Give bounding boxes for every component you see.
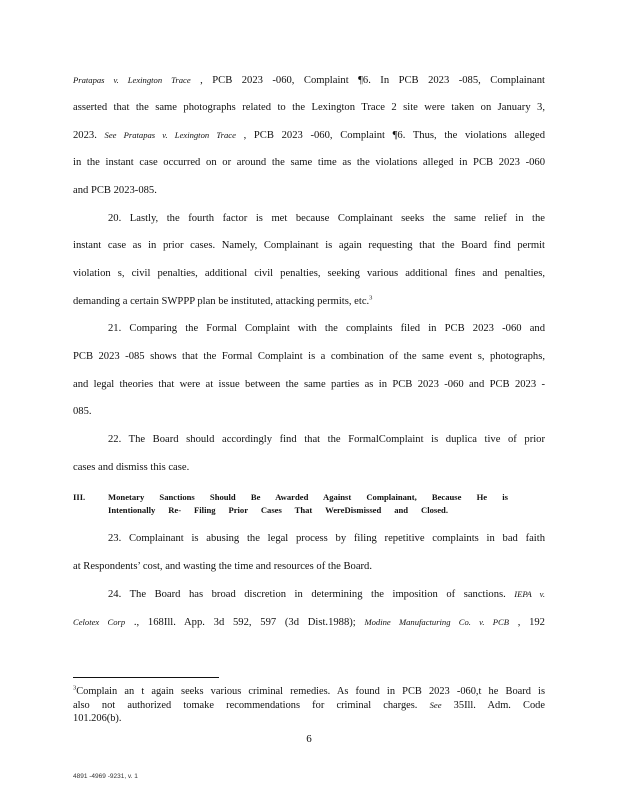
text-run: 2023.	[73, 130, 105, 142]
document-id: 4891 -4969 -9231, v. 1	[73, 773, 138, 780]
text-run: , PCB 2023 -060, Complaint ¶6. In PCB 2023 -085, Complainant	[190, 75, 545, 86]
text-run: 24. The Board has broad discretion in determining the imposition of sanctions.	[108, 589, 515, 600]
footnote-mark: 3	[73, 684, 77, 692]
text-run: Complain an t again seeks various criminal remedies. As found in PCB 2023 -060,t he Board is	[76, 686, 545, 697]
body1-line	[73, 101, 545, 115]
body2-line	[108, 587, 545, 602]
section-heading-line-1: Monetary Sanctions Should Be Awarded Against Complainant, Because He is	[108, 492, 508, 502]
body1-line	[73, 239, 545, 253]
text-run: demanding a certain SWPPP plan be instituted, attacking permits, etc.	[73, 295, 370, 307]
footnote-mark: 3	[369, 294, 373, 302]
text-run: 22. The Board should accordingly find that the FormalComplaint is duplica tive of prior	[108, 434, 545, 446]
body1-line	[73, 156, 545, 170]
text-run: and PCB 2023-085.	[73, 184, 157, 196]
body1-line	[73, 295, 545, 309]
body2-line	[73, 560, 545, 574]
text-run: in the instant case occurred on or around the same time as the violations alleged in PCB 2023 -060	[73, 157, 545, 169]
body1-line	[108, 322, 545, 336]
text-run: PCB 2023 -085 shows that the Formal Complaint is a combination of the same event s, photographs,	[73, 351, 545, 362]
text-run: instant case as in prior cases. Namely, Complainant is again requesting that the Board find permit	[73, 240, 545, 252]
body2-line	[108, 532, 545, 546]
page-number: 6	[306, 733, 312, 745]
text-run: violation s, civil penalties, additional civil penalties, seeking various additional fines and penalties,	[73, 267, 545, 279]
italic-citation: See Pratapas v. Lexington Trace	[104, 130, 236, 141]
section-heading-line-2: Intentionally Re- Filing Prior Cases That WereDismissed and Closed.	[108, 505, 448, 515]
text-run: , 192	[508, 616, 545, 628]
body1-line	[73, 350, 545, 364]
footnotes-line	[73, 685, 545, 698]
text-run: 085.	[73, 406, 92, 418]
body1-line	[73, 267, 545, 281]
body1-line	[108, 212, 545, 226]
body1-line	[73, 405, 545, 419]
text-run: asserted that the same photographs related to the Lexington Trace 2 site were taken on January 3,	[73, 101, 545, 113]
body1-line	[108, 433, 545, 447]
section-heading-number: III.	[73, 492, 86, 502]
body1-line	[73, 184, 545, 198]
text-run: 21. Comparing the Formal Complaint with the complaints filed in PCB 2023 -060 and	[108, 323, 545, 335]
text-run: and legal theories that were at issue between the same parties as in PCB 2023 -060 and PCB 2023 -	[73, 378, 545, 390]
text-run: also not authorized tomake recommendations for criminal charges.	[73, 699, 430, 711]
text-run: ., 168Ill. App. 3d 592, 597 (3d Dist.1988);	[125, 616, 365, 628]
footnotes-line	[73, 712, 545, 725]
text-run: , PCB 2023 -060, Complaint ¶6. Thus, the violations alleged	[235, 130, 546, 142]
body2-line	[73, 615, 545, 630]
italic-citation: IEPA v.	[514, 589, 545, 599]
footnote-separator	[73, 677, 219, 678]
italic-citation: Celotex Corp	[73, 616, 126, 627]
text-run: 35Ill. Adm. Code	[441, 699, 545, 711]
text-run: at Respondents’ cost, and wasting the time and resources of the Board.	[73, 560, 372, 572]
footnotes-line	[73, 699, 545, 712]
italic-citation: Pratapas v. Lexington Trace	[73, 75, 191, 85]
italic-citation: Modine Manufacturing Co. v. PCB	[364, 616, 509, 627]
text-run: 101.206(b).	[73, 713, 122, 724]
body1-line	[73, 378, 545, 392]
body1-line	[73, 73, 545, 88]
text-run: 23. Complainant is abusing the legal process by filing repetitive complaints in bad faith	[108, 533, 545, 544]
body1-line	[73, 461, 545, 475]
text-run: 20. Lastly, the fourth factor is met because Complainant seeks the same relief in the	[108, 212, 545, 224]
italic-citation: See	[429, 699, 442, 710]
body1-line	[73, 128, 545, 143]
text-run: cases and dismiss this case.	[73, 461, 190, 473]
